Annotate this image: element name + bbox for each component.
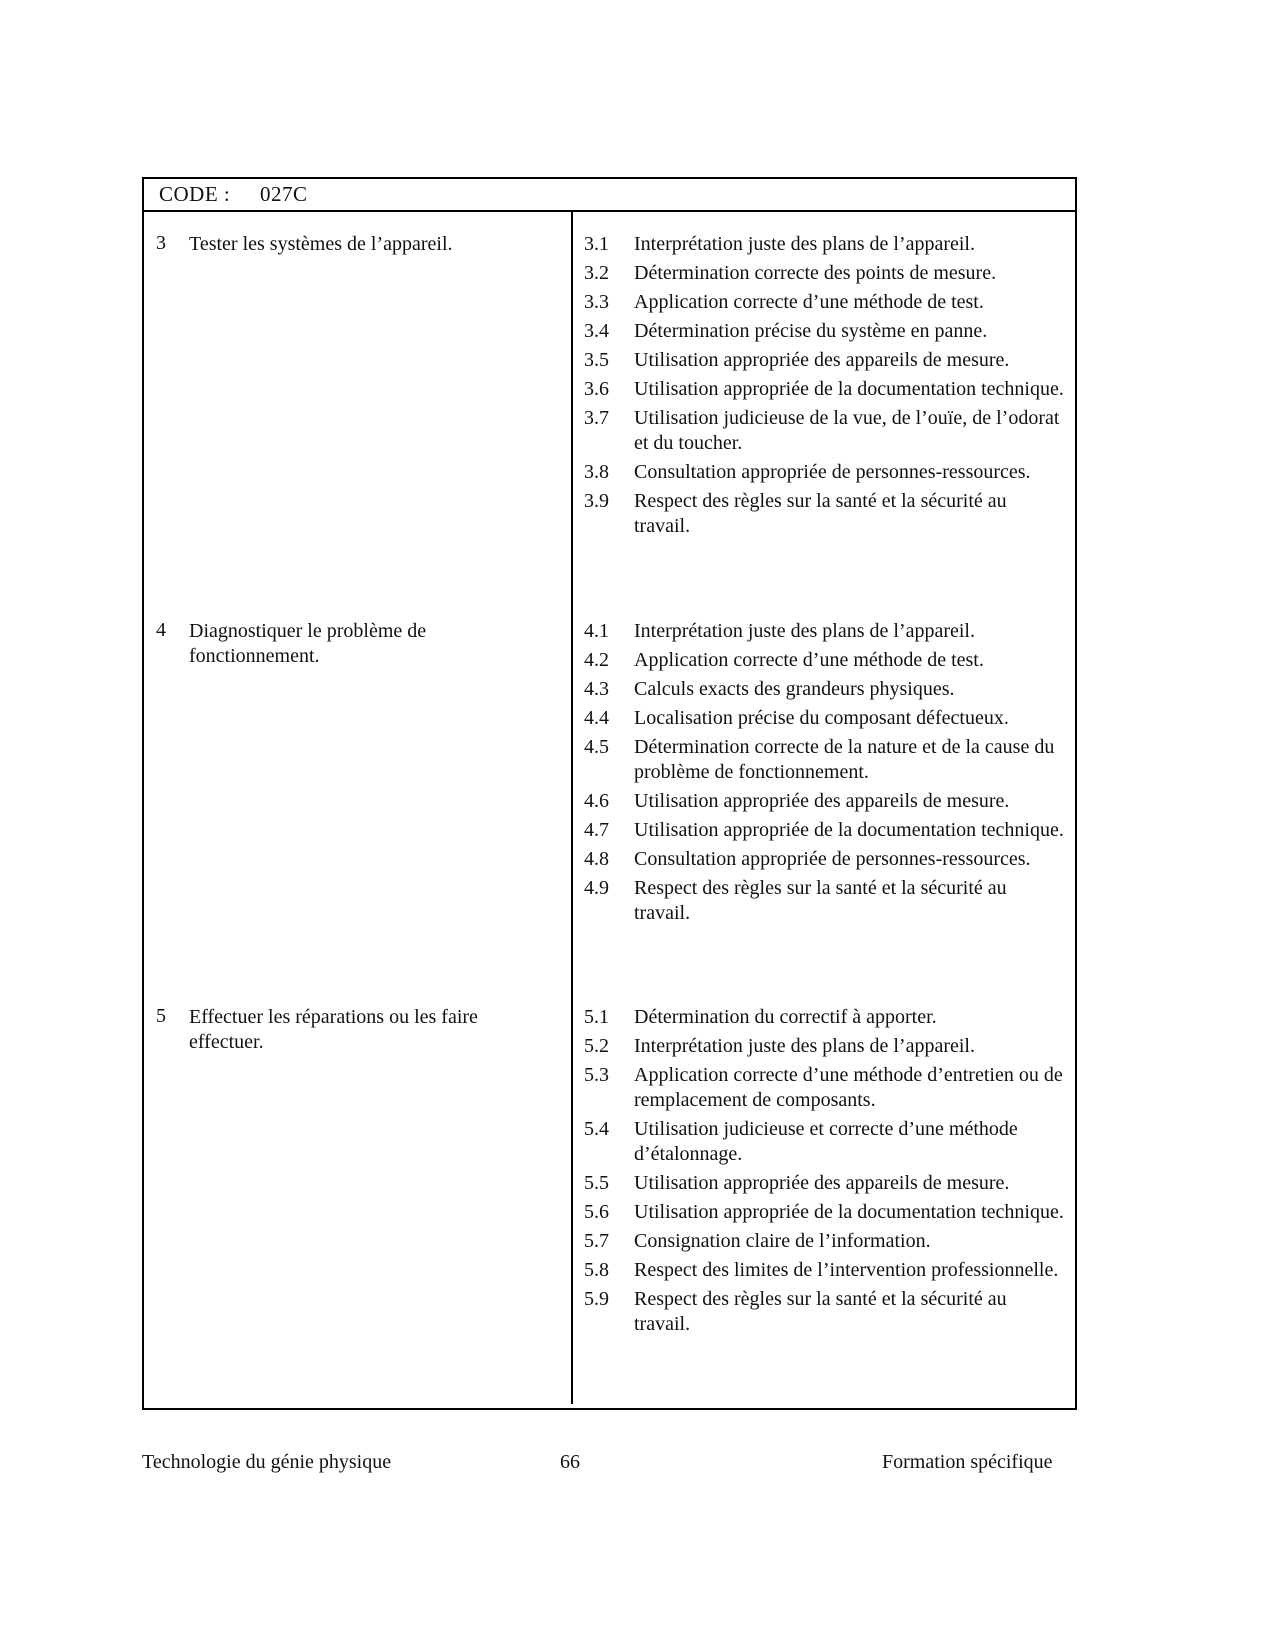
criterion-text: Application correcte d’une méthode de test. [634,649,984,671]
criterion-number: 4.2 [584,649,609,671]
criterion-number: 3.3 [584,291,609,313]
criterion-text: Interprétation juste des plans de l’appareil. [634,233,975,255]
criterion-item [584,876,1064,926]
criterion-item [584,1063,1064,1113]
criterion-number: 5.6 [584,1201,609,1223]
criterion-item [584,406,1064,456]
criterion-text: Détermination correcte des points de mesure. [634,262,997,284]
criterion-text: Consultation appropriée de personnes-ressources. [634,848,1031,870]
criterion-text: Interprétation juste des plans de l’appareil. [634,620,975,642]
criterion-item [584,1287,1064,1337]
footer-page-number: 66 [560,1451,580,1473]
criterion-number: 3.1 [584,233,609,255]
criterion-text: Détermination du correctif à apporter. [634,1006,937,1028]
element-number: 3 [156,232,166,254]
criterion-item [584,319,1064,344]
criterion-text: Respect des règles sur la santé et la sécurité au travail. [634,877,1007,924]
criterion-text: Utilisation appropriée de la documentation technique. [634,378,1064,400]
criterion-number: 4.4 [584,707,609,729]
criterion-item [584,818,1064,843]
criterion-item [584,619,1064,644]
criterion-text: Utilisation appropriée des appareils de mesure. [634,1172,1010,1194]
criterion-text: Localisation précise du composant défectueux. [634,707,1009,729]
criterion-number: 3.2 [584,262,609,284]
criterion-number: 3.9 [584,490,609,512]
criterion-number: 4.7 [584,819,609,841]
criterion-item [584,1200,1064,1225]
criterion-number: 3.4 [584,320,609,342]
criterion-item [584,1171,1064,1196]
criterion-number: 4.3 [584,678,609,700]
criterion-number: 4.5 [584,736,609,758]
criterion-item [584,648,1064,673]
criterion-item [584,706,1064,731]
criteria-list [584,619,1064,930]
criterion-number: 3.7 [584,407,609,429]
criterion-text: Utilisation appropriée de la documentation technique. [634,1201,1064,1223]
element-number: 5 [156,1005,166,1027]
criterion-item [584,1034,1064,1059]
criterion-text: Application correcte d’une méthode de test. [634,291,984,313]
criterion-item [584,1229,1064,1254]
criterion-number: 5.7 [584,1230,609,1252]
criterion-number: 5.9 [584,1288,609,1310]
criterion-number: 5.2 [584,1035,609,1057]
criterion-number: 5.8 [584,1259,609,1281]
criterion-number: 5.4 [584,1118,609,1140]
criterion-number: 4.8 [584,848,609,870]
criterion-number: 4.9 [584,877,609,899]
criterion-text: Respect des règles sur la santé et la sécurité au travail. [634,1288,1007,1335]
criterion-item [584,232,1064,257]
criterion-number: 4.6 [584,790,609,812]
criterion-number: 3.5 [584,349,609,371]
criterion-number: 3.6 [584,378,609,400]
criterion-number: 5.3 [584,1064,609,1086]
criterion-number: 3.8 [584,461,609,483]
criterion-text: Utilisation judicieuse de la vue, de l’ouïe, de l’odorat et du toucher. [634,407,1060,454]
criterion-item [584,261,1064,286]
criterion-item [584,460,1064,485]
criterion-item [584,1258,1064,1283]
code-value: 027C [260,182,308,206]
criterion-text: Respect des limites de l’intervention professionnelle. [634,1259,1059,1281]
footer-section: Formation spécifique [882,1451,1053,1473]
criterion-text: Consultation appropriée de personnes-ressources. [634,461,1031,483]
criterion-item [584,290,1064,315]
criteria-list [584,232,1064,543]
criterion-text: Interprétation juste des plans de l’appareil. [634,1035,975,1057]
criterion-item [584,677,1064,702]
criterion-text: Utilisation appropriée de la documentation technique. [634,819,1064,841]
footer-program: Technologie du génie physique [142,1451,392,1473]
competency-table [142,177,1077,1410]
criterion-text: Respect des règles sur la santé et la sécurité au travail. [634,490,1007,537]
criterion-text: Utilisation appropriée des appareils de mesure. [634,790,1010,812]
criterion-item [584,1005,1064,1030]
element-number: 4 [156,619,166,641]
criterion-item [584,489,1064,539]
criterion-text: Consignation claire de l’information. [634,1230,931,1252]
column-divider [571,212,573,1404]
code-label: CODE : [159,182,231,206]
criteria-list [584,1005,1064,1341]
criterion-text: Utilisation judicieuse et correcte d’une méthode d’étalonnage. [634,1118,1018,1165]
criterion-text: Détermination correcte de la nature et de la cause du problème de fonctionnement. [634,736,1055,783]
criterion-number: 5.1 [584,1006,609,1028]
criterion-item [584,348,1064,373]
criterion-item [584,735,1064,785]
element-title: Diagnostiquer le problème de fonctionnement. [189,620,427,667]
criterion-item [584,377,1064,402]
criterion-text: Utilisation appropriée des appareils de mesure. [634,349,1010,371]
criterion-number: 4.1 [584,620,609,642]
criterion-text: Application correcte d’une méthode d’entretien ou de remplacement de composants. [634,1064,1063,1111]
criterion-item [584,847,1064,872]
criterion-number: 5.5 [584,1172,609,1194]
criterion-item [584,1117,1064,1167]
criterion-item [584,789,1064,814]
element-title: Tester les systèmes de l’appareil. [189,233,453,255]
criterion-text: Détermination précise du système en panne. [634,320,988,342]
code-header [144,179,1075,212]
element-title: Effectuer les réparations ou les faire effectuer. [189,1006,478,1053]
criterion-text: Calculs exacts des grandeurs physiques. [634,678,955,700]
